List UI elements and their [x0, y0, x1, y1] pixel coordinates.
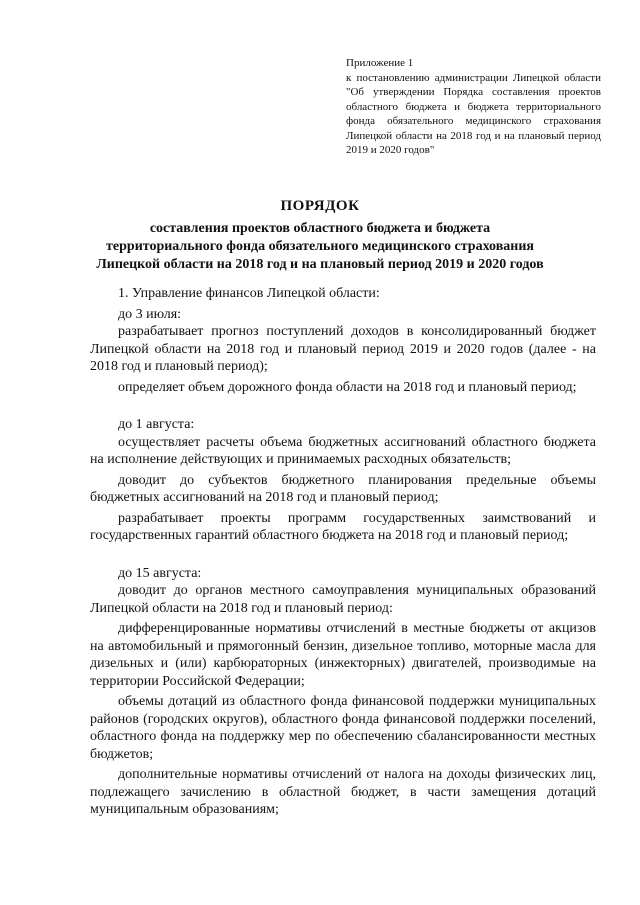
paragraph: объемы дотаций из областного фонда финансовой поддержки муниципальных районов (городских округов), областного фонда финансовой поддержки поселений, областного фонда на поддержку мер по обеспечению сбалансированности местных бюджетов; [90, 694, 596, 762]
spacer [90, 548, 596, 565]
paragraph: осуществляет расчеты объема бюджетных ассигнований областного бюджета на исполнение действующих и принимаемых расходных обязательств; [90, 434, 596, 467]
paragraph: доводит до субъектов бюджетного планирования предельные объемы бюджетных ассигнований на 2018 год и плановый период; [90, 472, 596, 505]
title-line-3: территориального фонда обязательного медицинского страхования [106, 239, 534, 254]
paragraph: разрабатывает проекты программ государственных заимствований и государственных гарантий областного бюджета на 2018 год и плановый период; [90, 510, 596, 543]
paragraph: до 1 августа: [118, 417, 195, 432]
paragraph: до 15 августа: [118, 565, 202, 581]
paragraph: доводит до органов местного самоуправления муниципальных образований Липецкой области на 2018 год и плановый период: [90, 583, 596, 616]
title-line-1: ПОРЯДОК [280, 198, 360, 214]
annex-header [346, 56, 601, 158]
paragraph: дифференцированные нормативы отчислений в местные бюджеты от акцизов на автомобильный и прямогонный бензин, дизельное топливо, моторные масла для дизельных и (или) карбюраторных (инжекторных) двигателей, производимые на территории Российской Федерации; [90, 621, 596, 689]
spacer [90, 399, 596, 416]
annex-text: к постановлению администрации Липецкой области "Об утверждении Порядка составления проектов областного бюджета и бюджета территориального фонда обязательного медицинского страхования Липецкой области на 2018 год и на плановый период 2019 и 2020 годов" [346, 71, 601, 156]
paragraph: определяет объем дорожного фонда области на 2018 год и плановый период; [118, 379, 577, 395]
title-line-4: Липецкой области на 2018 год и на плановый период 2019 и 2020 годов [96, 257, 544, 272]
document-title [70, 197, 570, 274]
paragraph: дополнительные нормативы отчислений от налога на доходы физических лиц, подлежащего зачислению в областной бюджет, в части замещения дотаций муниципальным образованиям; [90, 767, 596, 817]
paragraph: 1. Управление финансов Липецкой области: [118, 286, 380, 301]
annex-title: Приложение 1 [346, 57, 414, 69]
document-body [90, 285, 596, 822]
paragraph: до 3 июля: [118, 306, 182, 322]
title-line-2: составления проектов областного бюджета и бюджета [149, 221, 491, 236]
paragraph: разрабатывает прогноз поступлений доходов в консолидированный бюджет Липецкой области на 2018 год и плановый период 2019 и 2020 годов (далее - на 2018 год и плановый период); [90, 324, 596, 374]
